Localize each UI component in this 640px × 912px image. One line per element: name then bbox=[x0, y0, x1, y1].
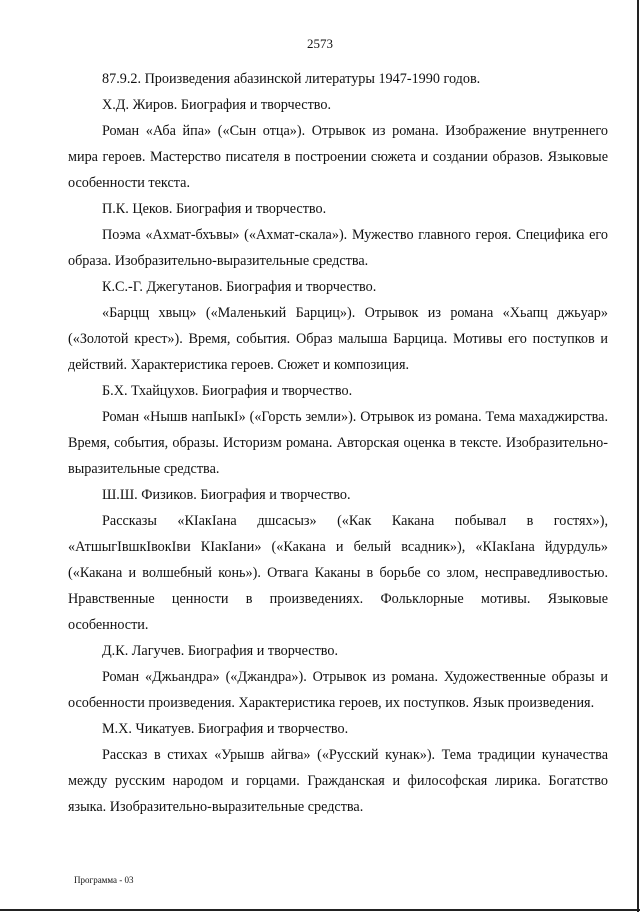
author-heading-chikatuev: М.Х. Чикатуев. Биография и творчество. bbox=[102, 721, 349, 737]
paragraph-laguchev-novel: Роман «Джьандра» («Джандра»). Отрывок из романа. Художественные образы и особенности произведения. Характеристика героев, их поступков. Язык произведения. bbox=[68, 669, 608, 711]
author-heading-laguchev: Д.К. Лагучев. Биография и творчество. bbox=[102, 643, 339, 659]
author-heading-tsekov: П.К. Цеков. Биография и творчество. bbox=[102, 201, 327, 217]
paragraph-zhirov-novel: Роман «Аба йпа» («Сын отца»). Отрывок из романа. Изображение внутреннего мира героев. Мастерство писателя в построении сюжета и создании образов. Языковые особенности текста. bbox=[68, 123, 608, 191]
page-content bbox=[68, 66, 608, 820]
section-heading: 87.9.2. Произведения абазинской литературы 1947-1990 годов. bbox=[102, 71, 481, 87]
page-footer: Программа - 03 bbox=[74, 875, 134, 885]
page-number: 2573 bbox=[307, 36, 333, 51]
paragraph-fizikov-stories: Рассказы «КIакIана дшсасыз» («Как Какана побывал в гостях»), «АтшыгIвшкIвокIви КIакIани» («Какана и белый всадник»), «КIакIана йдурдуль» («Какана и волшебный конь»). Отвага Каканы в борьбе со злом, несправедливостью. Нравственные ценности в произведениях. Фольклорные мотивы. Языковые особенности. bbox=[68, 513, 608, 633]
author-heading-zhirov: Х.Д. Жиров. Биография и творчество. bbox=[102, 97, 332, 113]
author-heading-tkhaitsukhov: Б.Х. Тхайцухов. Биография и творчество. bbox=[102, 383, 353, 399]
paragraph-tsekov-poem: Поэма «Ахмат-бхъвы» («Ахмат-скала»). Мужество главного героя. Специфика его образа. Изобразительно-выразительные средства. bbox=[68, 227, 608, 269]
paragraph-chikatuev-story: Рассказ в стихах «Урышв айгва» («Русский кунак»). Тема традиции куначества между русским народом и горцами. Гражданская и философская лирика. Богатство языка. Изобразительно-выразительные средства. bbox=[68, 747, 608, 815]
scan-edge-bottom bbox=[0, 909, 640, 911]
scan-edge-right bbox=[637, 0, 639, 912]
paragraph-tkhaitsukhov-novel: Роман «Нышв напIыкI» («Горсть земли»). Отрывок из романа. Тема махаджирства. Время, события, образы. Историзм романа. Авторская оценка в тексте. Изобразительно-выразительные средства. bbox=[68, 409, 608, 477]
author-heading-dzhegutanov: К.С.-Г. Джегутанов. Биография и творчество. bbox=[102, 279, 377, 295]
author-heading-fizikov: Ш.Ш. Физиков. Биография и творчество. bbox=[102, 487, 351, 503]
paragraph-dzhegutanov-novel: «Барцщ хвыц» («Маленький Барциц»). Отрывок из романа «Хьапц джьуар» («Золотой крест»). Время, события. Образ малыша Барцица. Мотивы его поступков и действий. Характеристика героев. Сюжет и композиция. bbox=[68, 305, 608, 373]
